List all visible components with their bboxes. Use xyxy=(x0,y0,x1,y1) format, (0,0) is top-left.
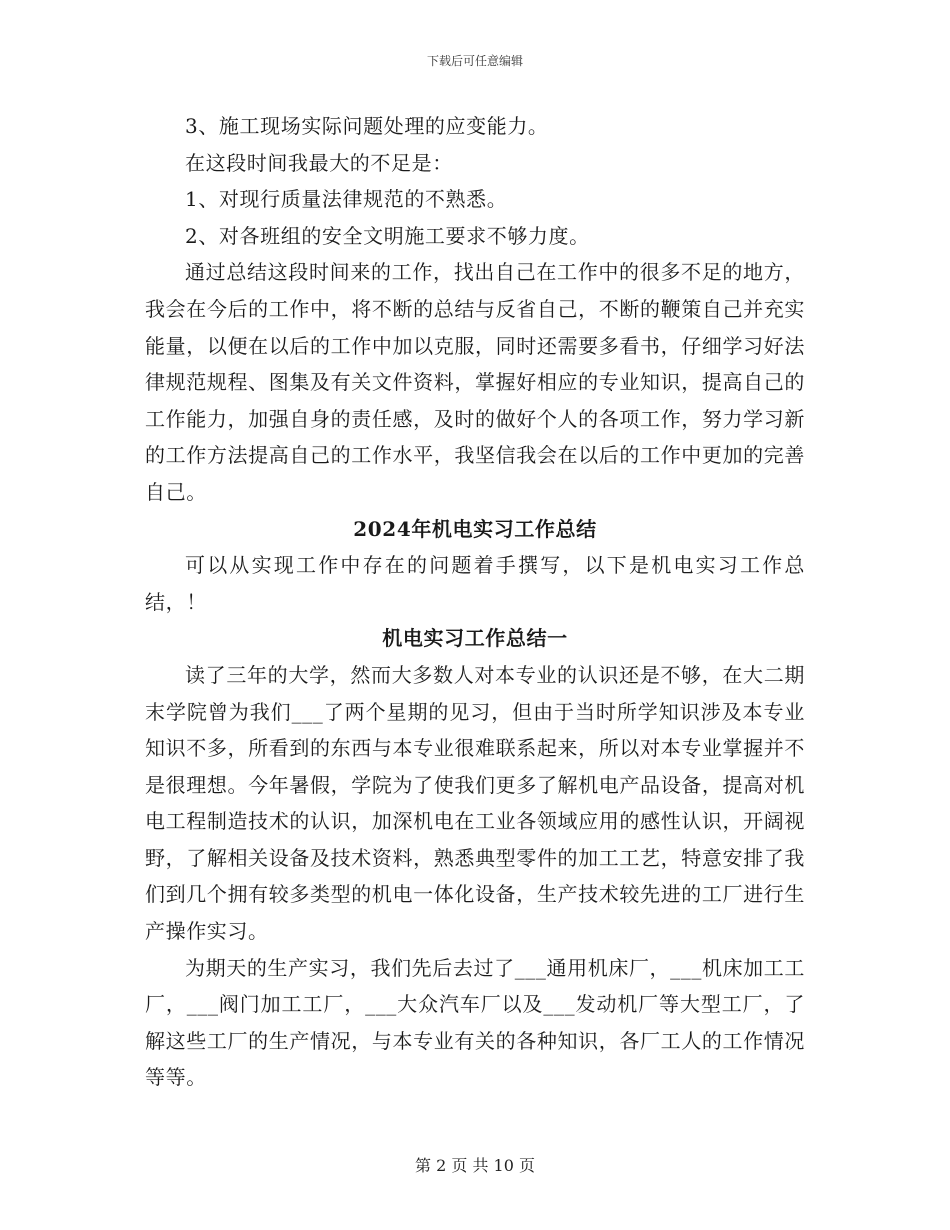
paragraph-1: 3、施工现场实际问题处理的应变能力。 xyxy=(185,114,549,138)
paragraph-5: 通过总结这段时间来的工作，找出自己在工作中的很多不足的地方，我会在今后的工作中，将不断的总结与反省自己，不断的鞭策自己并充实能量，以便在以后的工作中加以克服，同时还需要多看书，仔细学习好法律规范规程、图集及有关文件资料，掌握好相应的专业知识，提高自己的工作能力，加强自身的责任感，及时的做好个人的各项工作，努力学习新的工作方法提高自己的工作水平，我坚信我会在以后的工作中更加的完善自己。 xyxy=(145,260,805,504)
subsection-title: 机电实习工作总结一 xyxy=(382,626,568,651)
page-header: 下载后可任意编辑 xyxy=(426,54,523,68)
paragraph-6: 可以从实现工作中存在的问题着手撰写，以下是机电实习工作总结，！ xyxy=(145,553,805,614)
page-number: 第 2 页 共 10 页 xyxy=(415,1156,535,1175)
paragraph-7: 读了三年的大学，然而大多数人对本专业的认识还是不够，在大二期末学院曾为我们___了两个星期的见习，但由于当时所学知识涉及本专业知识不多，所看到的东西与本专业很难联系起来，所以对本专业掌握并不是很理想。今年暑假，学院为了使我们更多了解机电产品设备，提高对机电工程制造技术的认识，加深机电在工业各领域应用的感性认识，开阔视野，了解相关设备及技术资料，熟悉典型零件的加工工艺，特意安排了我们到几个拥有较多类型的机电一体化设备，生产技术较先进的工厂进行生产操作实习。 xyxy=(145,662,805,944)
paragraph-8: 为期天的生产实习，我们先后去过了___通用机床厂，___机床加工工厂，___阀门加工工厂，___大众汽车厂以及___发动机厂等大型工厂，了解这些工厂的生产情况，与本专业有关的各种知识，各厂工人的工作情况等等。 xyxy=(145,955,805,1090)
paragraph-2: 在这段时间我最大的不足是： xyxy=(185,150,453,175)
document-body xyxy=(145,108,805,1096)
section-title: 2024年机电实习工作总结 xyxy=(353,516,597,541)
paragraph-4: 2、对各班组的安全文明施工要求不够力度。 xyxy=(185,223,590,248)
paragraph-3: 1、对现行质量法律规范的不熟悉。 xyxy=(185,187,508,212)
